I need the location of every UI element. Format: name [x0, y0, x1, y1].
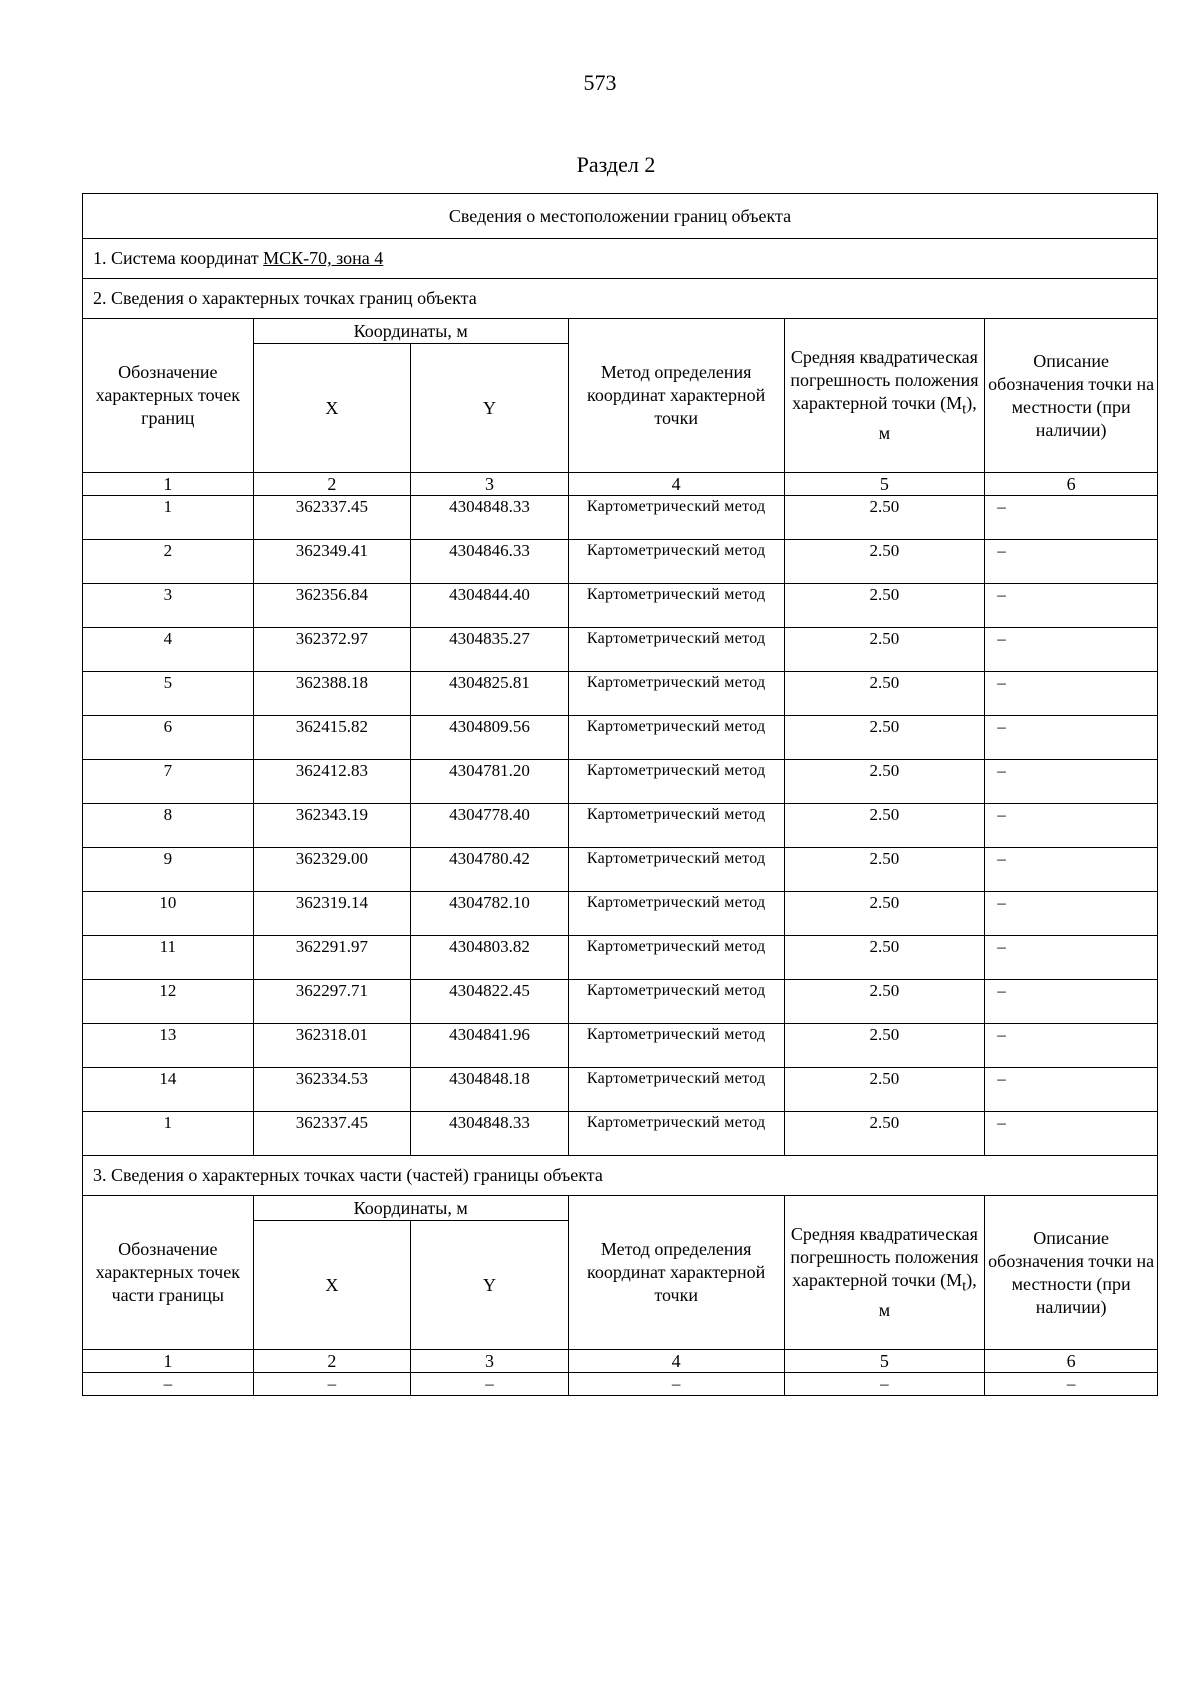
error-cell: 2.50 [784, 892, 985, 936]
method-cell: Картометрический метод [568, 1024, 784, 1068]
method-cell: Картометрический метод [568, 1112, 784, 1156]
header-error-text: Средняя квадратическая погрешность положения характерной точки (M [790, 1224, 979, 1291]
table-row [83, 980, 1158, 1024]
table-row [83, 496, 1158, 540]
point-id-cell: 13 [83, 1024, 254, 1068]
error-cell: 2.50 [784, 716, 985, 760]
x-coord-cell: 362349.41 [253, 540, 411, 584]
part-cell: – [784, 1373, 985, 1396]
error-cell: 2.50 [784, 1112, 985, 1156]
error-cell: 2.50 [784, 848, 985, 892]
y-coord-cell: 4304778.40 [411, 804, 569, 848]
point-id-cell: 14 [83, 1068, 254, 1112]
point-id-cell: 4 [83, 628, 254, 672]
point-id-cell: 11 [83, 936, 254, 980]
coord-system-row [83, 239, 1158, 279]
x-coord-cell: 362337.45 [253, 1112, 411, 1156]
y-coord-cell: 4304809.56 [411, 716, 569, 760]
y-coord-cell: 4304844.40 [411, 584, 569, 628]
y-coord-cell: 4304848.33 [411, 1112, 569, 1156]
header-coords: Координаты, м [253, 319, 568, 344]
x-coord-cell: 362343.19 [253, 804, 411, 848]
header-y-part: Y [411, 1221, 569, 1350]
header-y: Y [411, 344, 569, 473]
table-row [83, 892, 1158, 936]
x-coord-cell: 362356.84 [253, 584, 411, 628]
x-coord-cell: 362319.14 [253, 892, 411, 936]
x-coord-cell: 362415.82 [253, 716, 411, 760]
description-cell: – [985, 980, 1158, 1024]
table-row [83, 628, 1158, 672]
column-number: 3 [411, 1350, 569, 1373]
y-coord-cell: 4304822.45 [411, 980, 569, 1024]
description-cell: – [985, 716, 1158, 760]
header-description-part: Описание обозначения точки на местности (при наличии) [985, 1196, 1158, 1350]
description-cell: – [985, 936, 1158, 980]
error-cell: 2.50 [784, 980, 985, 1024]
table-row [83, 936, 1158, 980]
part-cell: – [985, 1373, 1158, 1396]
part-cell: – [568, 1373, 784, 1396]
y-coord-cell: 4304841.96 [411, 1024, 569, 1068]
header-x-part: X [253, 1221, 411, 1350]
column-number: 2 [253, 1350, 411, 1373]
column-number: 5 [784, 1350, 985, 1373]
column-number: 2 [253, 473, 411, 496]
header-point-part: Обозначение характерных точек части границы [83, 1196, 254, 1350]
point-id-cell: 5 [83, 672, 254, 716]
point-id-cell: 2 [83, 540, 254, 584]
column-number: 4 [568, 1350, 784, 1373]
description-cell: – [985, 540, 1158, 584]
x-coord-cell: 362412.83 [253, 760, 411, 804]
column-number: 1 [83, 473, 254, 496]
table-row [83, 1068, 1158, 1112]
header-error-unit: ), м [878, 393, 977, 443]
point-id-cell: 8 [83, 804, 254, 848]
error-cell: 2.50 [784, 1024, 985, 1068]
method-cell: Картометрический метод [568, 1068, 784, 1112]
x-coord-cell: 362329.00 [253, 848, 411, 892]
x-coord-cell: 362318.01 [253, 1024, 411, 1068]
coord-system-value: МСК-70, зона 4 [263, 248, 384, 268]
header-error-sub: t [962, 401, 967, 418]
table-row [83, 1373, 1158, 1396]
header-x: X [253, 344, 411, 473]
description-cell: – [985, 848, 1158, 892]
coord-system-label: 1. Система координат [93, 248, 264, 268]
method-cell: Картометрический метод [568, 804, 784, 848]
y-coord-cell: 4304835.27 [411, 628, 569, 672]
method-cell: Картометрический метод [568, 584, 784, 628]
header-method: Метод определения координат характерной точки [568, 319, 784, 473]
header-error [784, 319, 985, 473]
description-cell: – [985, 1112, 1158, 1156]
section-title: Раздел 2 [576, 152, 656, 177]
table-row [83, 584, 1158, 628]
header-description: Описание обозначения точки на местности (при наличии) [985, 319, 1158, 473]
description-cell: – [985, 804, 1158, 848]
point-id-cell: 7 [83, 760, 254, 804]
table-row [83, 716, 1158, 760]
error-cell: 2.50 [784, 496, 985, 540]
table-row [83, 848, 1158, 892]
part-cell: – [83, 1373, 254, 1396]
x-coord-cell: 362337.45 [253, 496, 411, 540]
y-coord-cell: 4304781.20 [411, 760, 569, 804]
method-cell: Картометрический метод [568, 716, 784, 760]
point-id-cell: 1 [83, 496, 254, 540]
method-cell: Картометрический метод [568, 760, 784, 804]
table-title: Сведения о местоположении границ объекта [83, 194, 1158, 239]
table-row [83, 804, 1158, 848]
method-cell: Картометрический метод [568, 628, 784, 672]
header-coords-part: Координаты, м [253, 1196, 568, 1221]
point-id-cell: 9 [83, 848, 254, 892]
method-cell: Картометрический метод [568, 672, 784, 716]
table-row [83, 1112, 1158, 1156]
x-coord-cell: 362388.18 [253, 672, 411, 716]
error-cell: 2.50 [784, 584, 985, 628]
description-cell: – [985, 1068, 1158, 1112]
column-number: 5 [784, 473, 985, 496]
section3-title: 3. Сведения о характерных точках части (частей) границы объекта [83, 1156, 1158, 1196]
header-error-text: Средняя квадратическая погрешность положения характерной точки (M [790, 347, 979, 414]
column-number: 3 [411, 473, 569, 496]
description-cell: – [985, 584, 1158, 628]
table-row [83, 672, 1158, 716]
x-coord-cell: 362372.97 [253, 628, 411, 672]
error-cell: 2.50 [784, 804, 985, 848]
method-cell: Картометрический метод [568, 540, 784, 584]
y-coord-cell: 4304846.33 [411, 540, 569, 584]
column-number: 4 [568, 473, 784, 496]
description-cell: – [985, 760, 1158, 804]
description-cell: – [985, 628, 1158, 672]
error-cell: 2.50 [784, 672, 985, 716]
header-error-unit: ), м [878, 1270, 977, 1320]
header-error-sub: t [962, 1278, 967, 1295]
point-id-cell: 3 [83, 584, 254, 628]
boundary-table [82, 193, 1158, 1396]
column-number: 6 [985, 473, 1158, 496]
header-error-part [784, 1196, 985, 1350]
method-cell: Картометрический метод [568, 892, 784, 936]
column-numbers-row-part [83, 1350, 1158, 1373]
section2-title: 2. Сведения о характерных точках границ объекта [83, 279, 1158, 319]
error-cell: 2.50 [784, 1068, 985, 1112]
error-cell: 2.50 [784, 936, 985, 980]
page-number: 573 [583, 70, 617, 95]
method-cell: Картометрический метод [568, 496, 784, 540]
error-cell: 2.50 [784, 760, 985, 804]
description-cell: – [985, 496, 1158, 540]
part-cell: – [411, 1373, 569, 1396]
header-point: Обозначение характерных точек границ [83, 319, 254, 473]
method-cell: Картометрический метод [568, 980, 784, 1024]
y-coord-cell: 4304803.82 [411, 936, 569, 980]
header-method-part: Метод определения координат характерной точки [568, 1196, 784, 1350]
y-coord-cell: 4304848.18 [411, 1068, 569, 1112]
method-cell: Картометрический метод [568, 848, 784, 892]
method-cell: Картометрический метод [568, 936, 784, 980]
x-coord-cell: 362334.53 [253, 1068, 411, 1112]
x-coord-cell: 362291.97 [253, 936, 411, 980]
error-cell: 2.50 [784, 540, 985, 584]
point-id-cell: 12 [83, 980, 254, 1024]
point-id-cell: 1 [83, 1112, 254, 1156]
description-cell: – [985, 672, 1158, 716]
part-cell: – [253, 1373, 411, 1396]
column-number: 1 [83, 1350, 254, 1373]
column-numbers-row [83, 473, 1158, 496]
error-cell: 2.50 [784, 628, 985, 672]
x-coord-cell: 362297.71 [253, 980, 411, 1024]
table-row [83, 540, 1158, 584]
description-cell: – [985, 1024, 1158, 1068]
y-coord-cell: 4304782.10 [411, 892, 569, 936]
description-cell: – [985, 892, 1158, 936]
y-coord-cell: 4304825.81 [411, 672, 569, 716]
y-coord-cell: 4304848.33 [411, 496, 569, 540]
column-number: 6 [985, 1350, 1158, 1373]
point-id-cell: 10 [83, 892, 254, 936]
y-coord-cell: 4304780.42 [411, 848, 569, 892]
table-row [83, 760, 1158, 804]
table-row [83, 1024, 1158, 1068]
point-id-cell: 6 [83, 716, 254, 760]
